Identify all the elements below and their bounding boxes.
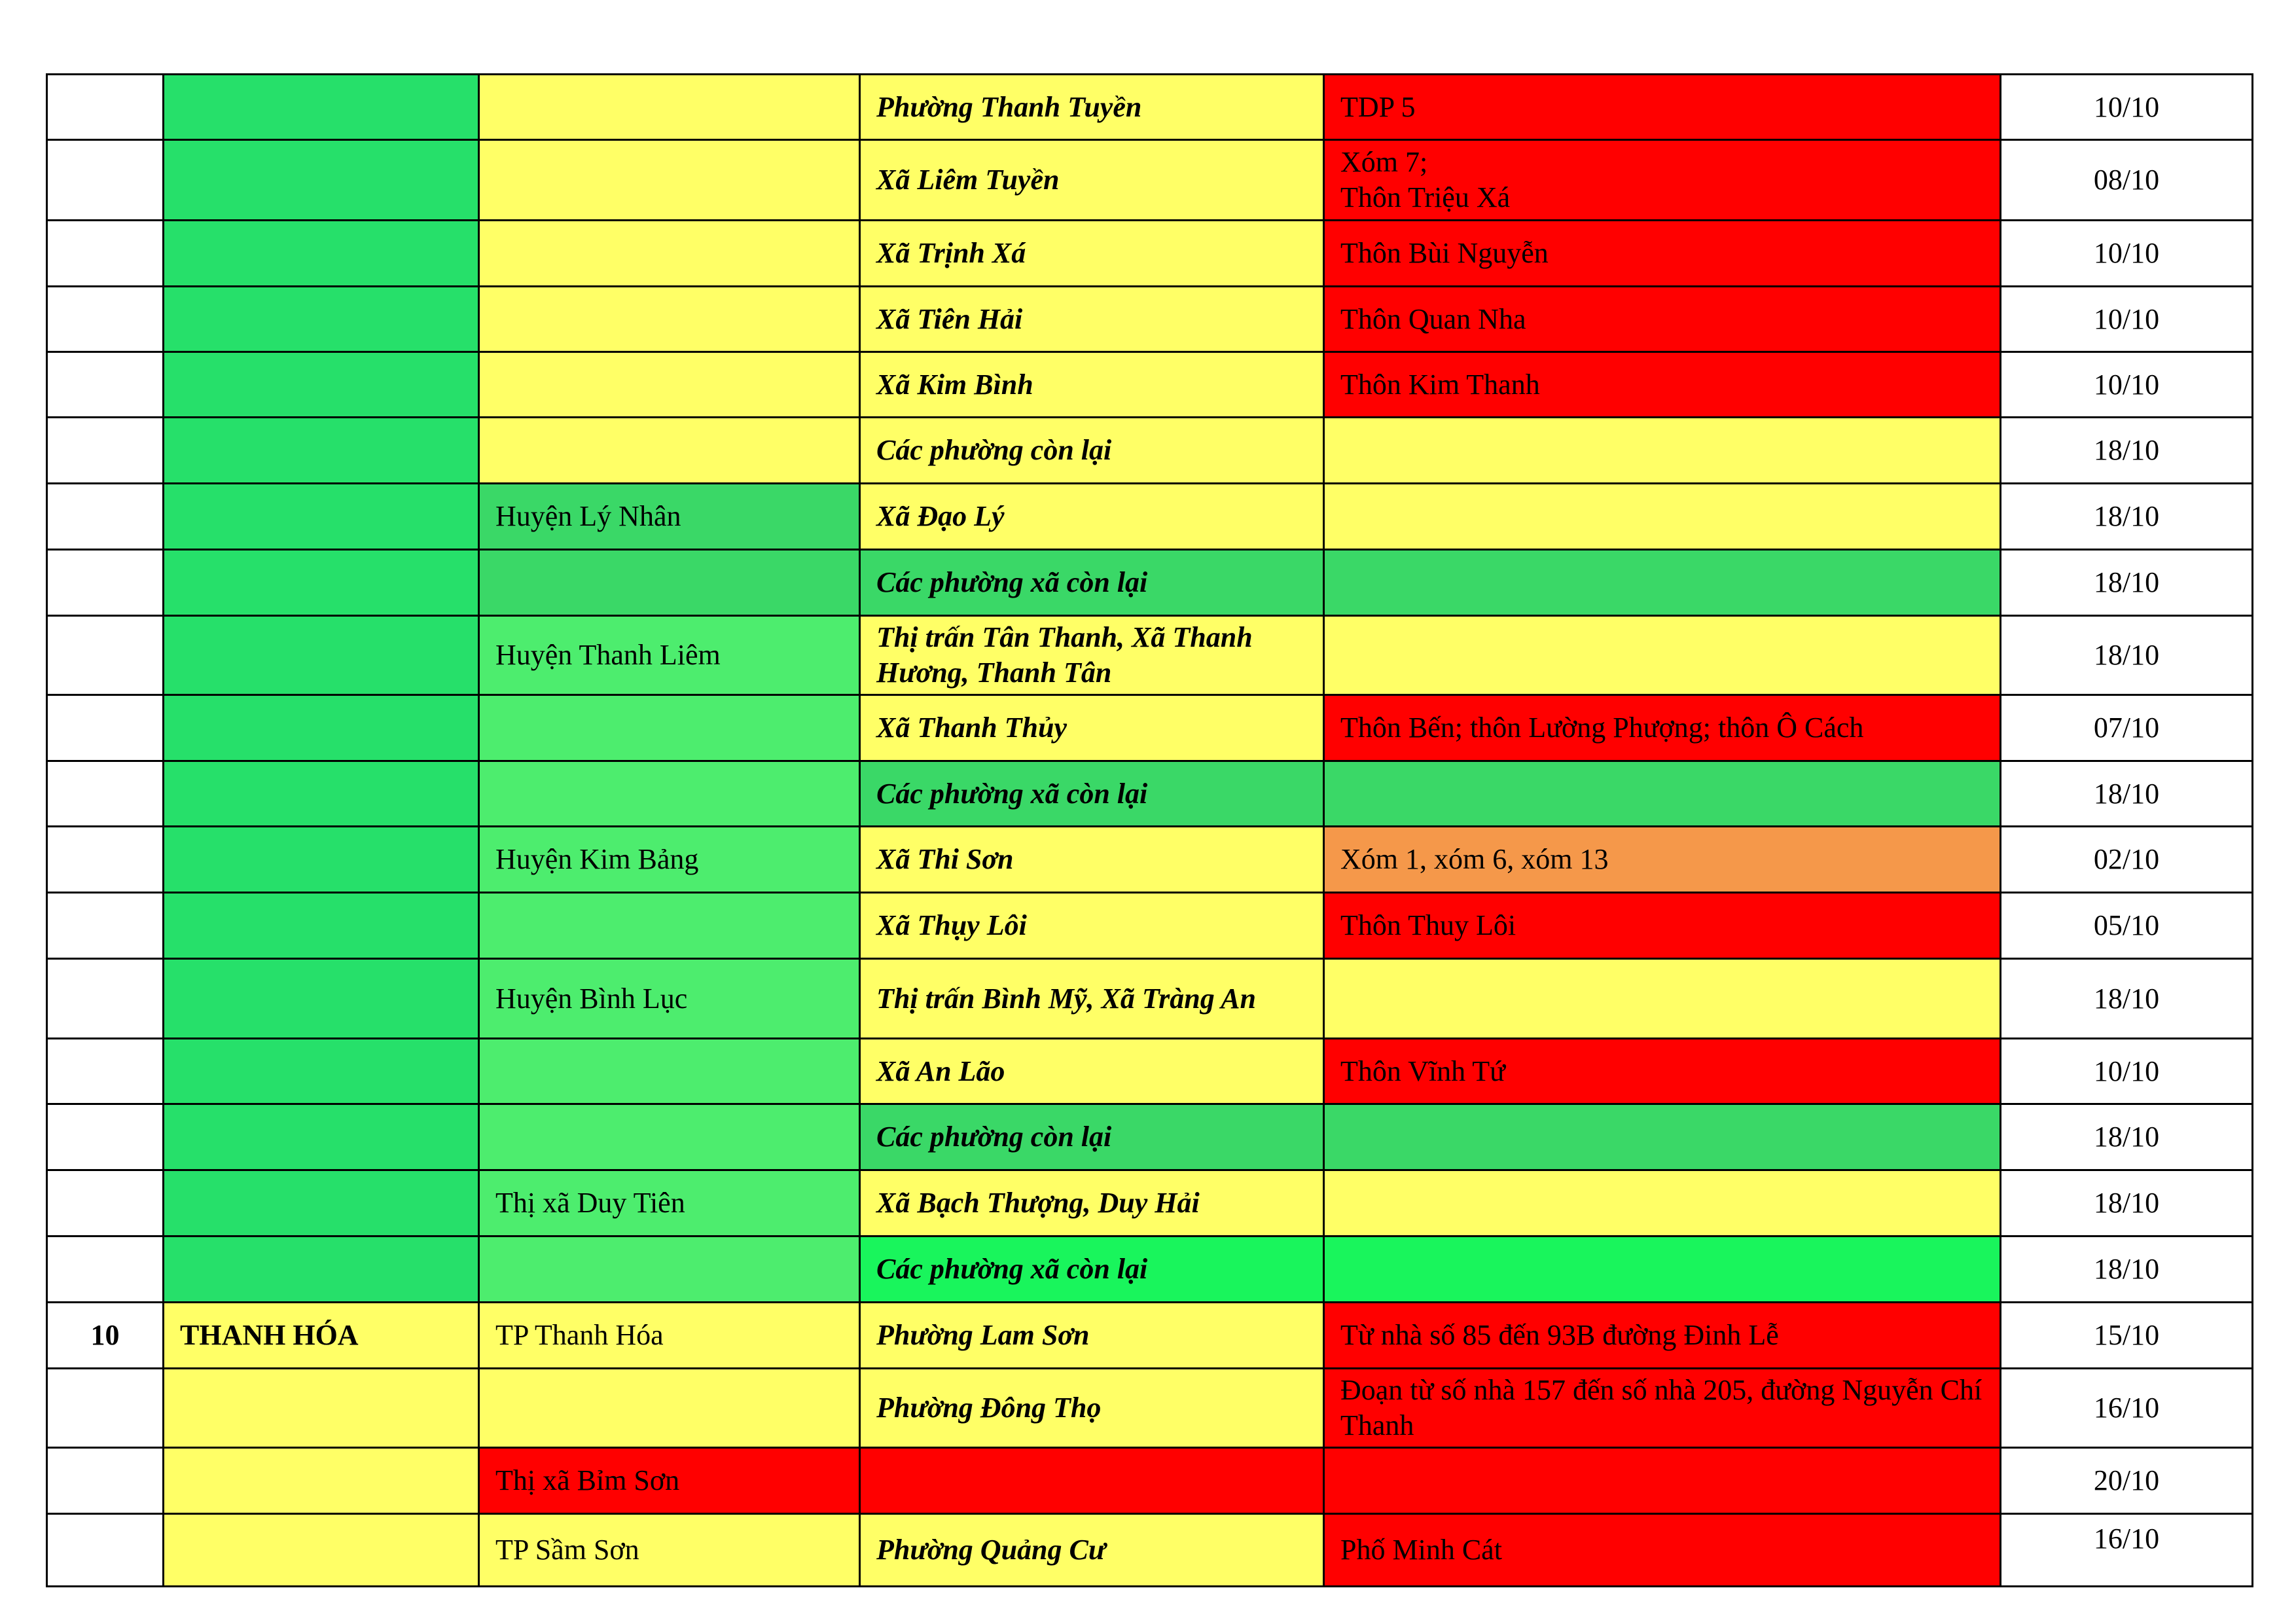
table-row — [47, 352, 2253, 418]
cell-province — [164, 1104, 479, 1170]
cell-stt — [47, 1448, 164, 1514]
cell-detail — [1324, 1104, 2001, 1170]
cell-stt — [47, 695, 164, 761]
cell-date: 18/10 — [2001, 1236, 2253, 1303]
cell-commune: Phường Thanh Tuyền — [860, 75, 1324, 140]
cell-date: 18/10 — [2001, 959, 2253, 1039]
table-row — [47, 893, 2253, 959]
table-row — [47, 959, 2253, 1039]
table-row — [47, 1104, 2253, 1170]
cell-district: Thị xã Bỉm Sơn — [479, 1448, 860, 1514]
cell-stt — [47, 550, 164, 616]
cell-detail — [1324, 959, 2001, 1039]
cell-detail — [1324, 761, 2001, 827]
cell-commune: Xã Kim Bình — [860, 352, 1324, 418]
cell-detail — [1324, 1448, 2001, 1514]
cell-province — [164, 959, 479, 1039]
cell-stt — [47, 1039, 164, 1104]
table-row — [47, 418, 2253, 484]
cell-district — [479, 221, 860, 287]
cell-detail: Phố Minh Cát — [1324, 1514, 2001, 1587]
cell-province — [164, 221, 479, 287]
cell-commune — [860, 1448, 1324, 1514]
table-row — [47, 695, 2253, 761]
cell-date: 10/10 — [2001, 1039, 2253, 1104]
cell-stt — [47, 1514, 164, 1587]
table-row — [47, 140, 2253, 221]
cell-stt — [47, 418, 164, 484]
cell-stt — [47, 287, 164, 352]
cell-date: 20/10 — [2001, 1448, 2253, 1514]
cell-district — [479, 1369, 860, 1448]
cell-detail — [1324, 1236, 2001, 1303]
cell-stt — [47, 827, 164, 893]
table-row — [47, 1236, 2253, 1303]
cell-detail: Thôn Quan Nha — [1324, 287, 2001, 352]
cell-stt — [47, 352, 164, 418]
cell-province — [164, 352, 479, 418]
cell-province — [164, 827, 479, 893]
table-row — [47, 1303, 2253, 1369]
cell-district — [479, 1236, 860, 1303]
cell-detail: Xóm 7; Thôn Triệu Xá — [1324, 140, 2001, 221]
cell-province — [164, 484, 479, 550]
table-row — [47, 761, 2253, 827]
cell-date: 16/10 — [2001, 1369, 2253, 1448]
cell-commune: Xã Đạo Lý — [860, 484, 1324, 550]
cell-province — [164, 893, 479, 959]
cell-district: Huyện Kim Bảng — [479, 827, 860, 893]
cell-date: 18/10 — [2001, 761, 2253, 827]
cell-district — [479, 761, 860, 827]
table-row — [47, 75, 2253, 140]
cell-district: Huyện Bình Lục — [479, 959, 860, 1039]
cell-commune: Xã Thi Sơn — [860, 827, 1324, 893]
cell-detail: Thôn Thuy Lôi — [1324, 893, 2001, 959]
cell-province — [164, 140, 479, 221]
cell-detail: Đoạn từ số nhà 157 đến số nhà 205, đường Nguyễn Chí Thanh — [1324, 1369, 2001, 1448]
cell-stt — [47, 761, 164, 827]
cell-date: 05/10 — [2001, 893, 2253, 959]
cell-commune: Xã Thanh Thủy — [860, 695, 1324, 761]
table-row — [47, 550, 2253, 616]
cell-province — [164, 1039, 479, 1104]
cell-stt — [47, 893, 164, 959]
cell-date: 18/10 — [2001, 1104, 2253, 1170]
cell-date: 10/10 — [2001, 352, 2253, 418]
cell-detail: Từ nhà số 85 đến 93B đường Đinh Lễ — [1324, 1303, 2001, 1369]
cell-stt — [47, 616, 164, 695]
cell-date: 18/10 — [2001, 616, 2253, 695]
cell-district — [479, 893, 860, 959]
cell-commune: Các phường xã còn lại — [860, 1236, 1324, 1303]
cell-date: 18/10 — [2001, 550, 2253, 616]
cell-date: 10/10 — [2001, 287, 2253, 352]
cell-district: TP Sầm Sơn — [479, 1514, 860, 1587]
cell-commune: Xã Bạch Thượng, Duy Hải — [860, 1170, 1324, 1236]
cell-province — [164, 695, 479, 761]
cell-district — [479, 550, 860, 616]
table-row — [47, 1369, 2253, 1448]
table-row — [47, 221, 2253, 287]
cell-province: THANH HÓA — [164, 1303, 479, 1369]
cell-district — [479, 352, 860, 418]
cell-district: Huyện Lý Nhân — [479, 484, 860, 550]
table-row — [47, 1448, 2253, 1514]
cell-commune: Các phường còn lại — [860, 418, 1324, 484]
cell-date: 07/10 — [2001, 695, 2253, 761]
cell-date: 16/10 — [2001, 1514, 2253, 1587]
cell-district — [479, 1104, 860, 1170]
cell-detail: Thôn Kim Thanh — [1324, 352, 2001, 418]
table-body — [47, 75, 2253, 1587]
cell-stt — [47, 959, 164, 1039]
cell-province — [164, 761, 479, 827]
table-row — [47, 616, 2253, 695]
cell-province — [164, 1448, 479, 1514]
cell-province — [164, 1369, 479, 1448]
cell-district — [479, 1039, 860, 1104]
cell-stt: 10 — [47, 1303, 164, 1369]
cell-province — [164, 616, 479, 695]
cell-district: TP Thanh Hóa — [479, 1303, 860, 1369]
cell-district — [479, 695, 860, 761]
cell-district — [479, 287, 860, 352]
cell-commune: Phường Quảng Cư — [860, 1514, 1324, 1587]
cell-province — [164, 1170, 479, 1236]
cell-detail — [1324, 616, 2001, 695]
cell-detail: Xóm 1, xóm 6, xóm 13 — [1324, 827, 2001, 893]
cell-stt — [47, 1369, 164, 1448]
cell-commune: Các phường xã còn lại — [860, 550, 1324, 616]
table-row — [47, 1039, 2253, 1104]
cell-district: Huyện Thanh Liêm — [479, 616, 860, 695]
table-row — [47, 287, 2253, 352]
cell-commune: Thị trấn Bình Mỹ, Xã Tràng An — [860, 959, 1324, 1039]
cell-province — [164, 287, 479, 352]
outbreak-zone-table — [46, 73, 2253, 1587]
cell-date: 18/10 — [2001, 1170, 2253, 1236]
table-row — [47, 1514, 2253, 1587]
cell-commune: Các phường còn lại — [860, 1104, 1324, 1170]
cell-detail — [1324, 550, 2001, 616]
cell-detail: Thôn Vĩnh Tứ — [1324, 1039, 2001, 1104]
cell-stt — [47, 1236, 164, 1303]
cell-commune: Xã Tiên Hải — [860, 287, 1324, 352]
cell-stt — [47, 221, 164, 287]
cell-commune: Xã Trịnh Xá — [860, 221, 1324, 287]
cell-detail: Thôn Bến; thôn Lường Phượng; thôn Ô Cách — [1324, 695, 2001, 761]
cell-detail: Thôn Bùi Nguyễn — [1324, 221, 2001, 287]
cell-stt — [47, 1170, 164, 1236]
cell-detail — [1324, 418, 2001, 484]
cell-district — [479, 140, 860, 221]
cell-province — [164, 75, 479, 140]
cell-commune: Xã Liêm Tuyền — [860, 140, 1324, 221]
table-row — [47, 827, 2253, 893]
cell-district — [479, 418, 860, 484]
cell-province — [164, 1236, 479, 1303]
cell-stt — [47, 75, 164, 140]
cell-commune: Phường Lam Sơn — [860, 1303, 1324, 1369]
cell-province — [164, 418, 479, 484]
cell-province — [164, 1514, 479, 1587]
cell-commune: Các phường xã còn lại — [860, 761, 1324, 827]
cell-commune: Xã An Lão — [860, 1039, 1324, 1104]
cell-detail — [1324, 484, 2001, 550]
cell-date: 02/10 — [2001, 827, 2253, 893]
cell-stt — [47, 1104, 164, 1170]
cell-date: 08/10 — [2001, 140, 2253, 221]
cell-detail: TDP 5 — [1324, 75, 2001, 140]
cell-date: 18/10 — [2001, 484, 2253, 550]
table-row — [47, 1170, 2253, 1236]
cell-stt — [47, 140, 164, 221]
cell-district: Thị xã Duy Tiên — [479, 1170, 860, 1236]
cell-district — [479, 75, 860, 140]
cell-stt — [47, 484, 164, 550]
cell-date: 10/10 — [2001, 75, 2253, 140]
cell-commune: Phường Đông Thọ — [860, 1369, 1324, 1448]
cell-province — [164, 550, 479, 616]
cell-date: 18/10 — [2001, 418, 2253, 484]
cell-commune: Thị trấn Tân Thanh, Xã Thanh Hương, Thanh Tân — [860, 616, 1324, 695]
cell-detail — [1324, 1170, 2001, 1236]
cell-commune: Xã Thụy Lôi — [860, 893, 1324, 959]
cell-date: 10/10 — [2001, 221, 2253, 287]
cell-date: 15/10 — [2001, 1303, 2253, 1369]
table-row — [47, 484, 2253, 550]
